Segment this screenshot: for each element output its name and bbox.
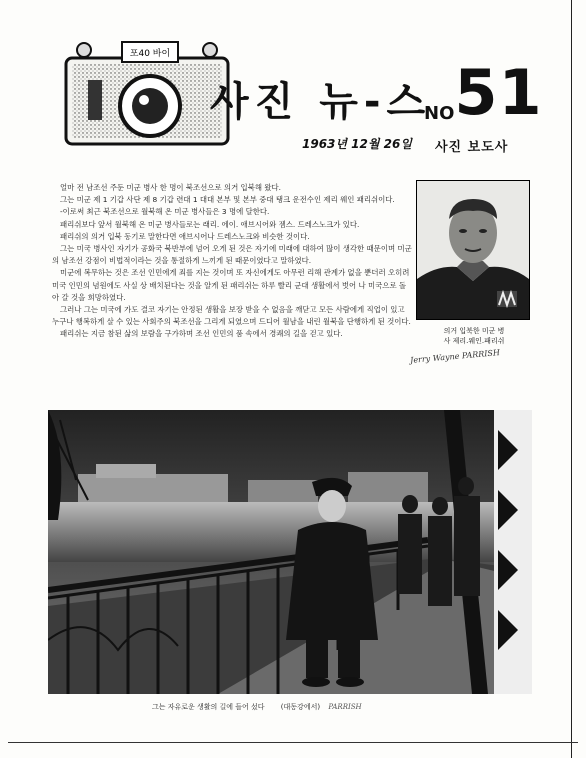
article-paragraph: 얼마 전 남조선 주둔 미군 병사 한 명이 북조선으로 의거 입북해 왔다. — [60, 183, 281, 192]
article-paragraph: 패리쉬는 지금 참된 삶의 보람을 구가하며 조선 인민의 품 속에서 경쾌의 길을 걷고 있다. — [60, 329, 343, 339]
issue-number-block — [424, 56, 543, 129]
photo-caption — [152, 702, 362, 712]
issue-prefix: NO — [424, 103, 455, 124]
photo-caption-text: 그는 자유로운 생활의 길에 들어 섰다 — [152, 703, 265, 711]
portrait-caption-line: 사 제리.웨인.패리쉬 — [443, 337, 505, 345]
page-edge-line — [571, 0, 572, 758]
article-paragraph: 패리쉬보다 앞서 월북해 온 미군 병사들로는 래리. 에이. 애브시어와 젬스. 드레스노크가 있다. — [60, 219, 360, 229]
article-paragraph: 그는 미군 제 1 기갑 사단 제 8 기갑 련대 1 대대 본부 및 본부 중대 탱크 운전수인 제리 웨인 패리쉬이다. — [60, 195, 395, 205]
newsletter-title: 사진 뉴-스 — [210, 79, 432, 125]
article-paragraph: 미군에 복무하는 것은 조선 인민에게 죄를 지는 것이며 또 자신에게도 아무런 리해 관계가 없을 뿐더러 오히려 미국 인민의 념원에도 사실 상 배치된다는 것을 알게 된 패리쉬는 하루 빨리 군대 생활에서 벗어 나 미국으로 돌아 갈 것을 희망하였다. — [52, 268, 410, 302]
handwritten-note: PARRISH — [328, 703, 362, 711]
article-body — [52, 182, 412, 341]
camera-label: 포40 바이 — [129, 49, 171, 59]
article-paragraph: -이로써 최근 북조선으로 월북해 온 미군 병사들은 3 명에 달한다. — [60, 207, 270, 217]
bottom-rule — [8, 742, 578, 743]
portrait-caption — [418, 326, 530, 346]
portrait-caption-line: 의거 입북한 미군 병 — [443, 327, 505, 335]
camera-illustration — [62, 40, 232, 148]
photo-caption-source: (대동강에서) — [280, 703, 321, 711]
article-paragraph: 그러나 그는 미국에 가도 결코 자기는 안정된 생활을 보장 받을 수 없음을 깨닫고 모든 사람에게 직업이 있고 누구나 행복하게 살 수 있는 사회주의 북조선을 그리게 되였으며 드디어 월남을 내린 월북을 단행하게 된 것이다. — [52, 305, 411, 327]
department-name: 사진 보도사 — [435, 140, 509, 155]
handwritten-signature: Jerry Wayne PARRISH — [409, 348, 501, 365]
main-photo — [48, 410, 532, 694]
article-paragraph: 그는 미국 병사인 자기가 공화국 북반부에 넘어 오게 된 것은 자기에 미래에 대하여 많이 생각한 때문이며 미군의 남조선 강점이 비법적이라는 것을 통절하게 느끼게 된 때문이였다고 말하였다. — [52, 244, 412, 266]
issue-number: 51 — [454, 56, 543, 129]
portrait-photo — [416, 180, 530, 320]
article-paragraph: 패리쉬의 의거 입북 동기로 말한다면 애브시어나 드레스노크와 비슷한 것이다. — [60, 231, 310, 241]
issue-date: 1963년 12월 26일 — [302, 137, 412, 151]
